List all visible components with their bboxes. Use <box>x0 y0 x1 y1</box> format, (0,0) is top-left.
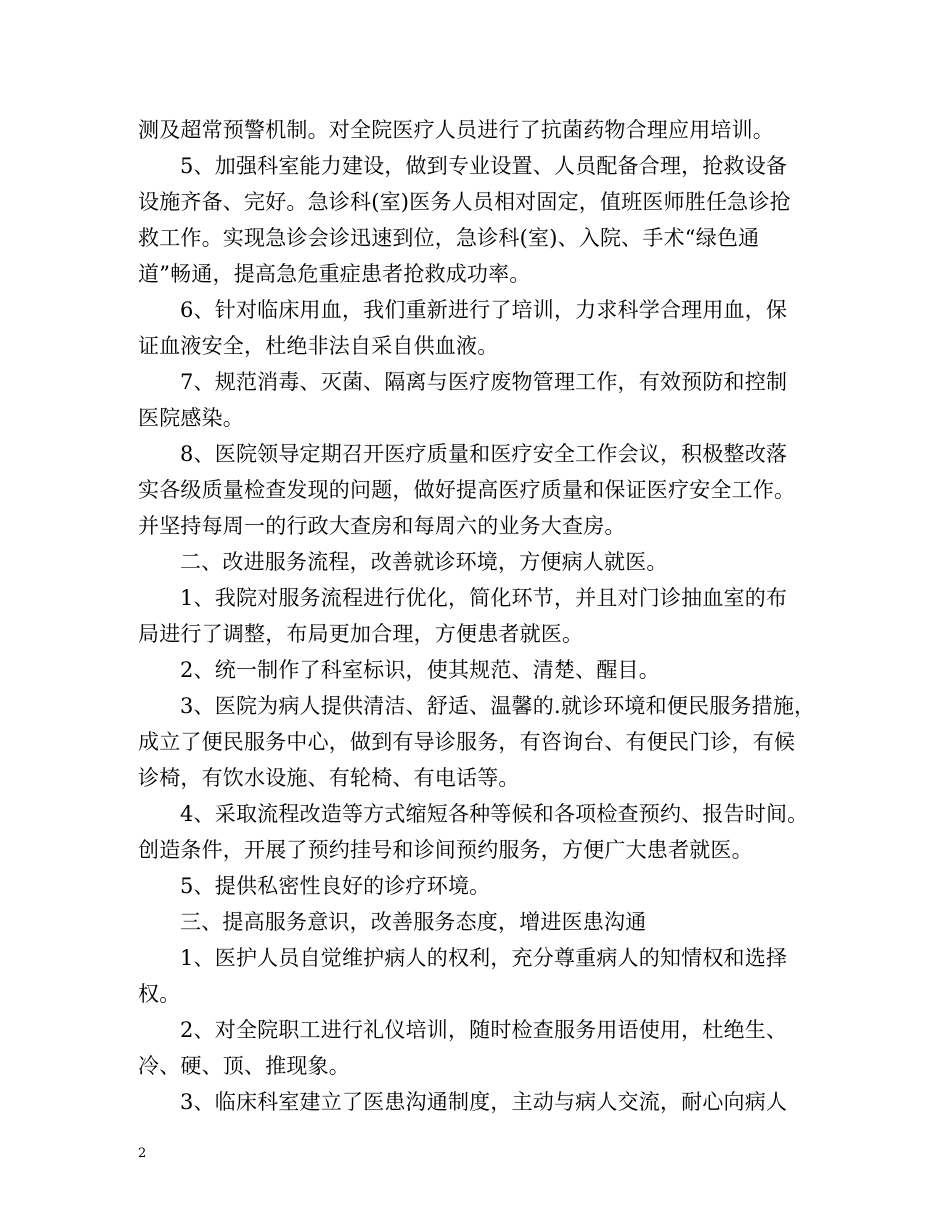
text-line: 成立了便民服务中心，做到有导诊服务，有咨询台、有便民门诊，有候 <box>138 730 796 754</box>
section-heading: 三、提高服务意识，改善服务态度，增进医患沟通 <box>180 910 647 934</box>
text-line: 3、医院为病人提供清洁、舒适、温馨的.就诊环境和便民服务措施， <box>180 694 816 718</box>
text-line: 局进行了调整，布局更加合理，方便患者就医。 <box>138 622 584 646</box>
text-line: 7、规范消毒、灭菌、隔离与医疗废物管理工作，有效预防和控制 <box>180 370 788 394</box>
text-line: 1、我院对服务流程进行优化，简化环节，并且对门诊抽血室的布 <box>180 586 788 610</box>
text-line: 道”畅通，提高急危重症患者抢救成功率。 <box>138 262 531 286</box>
text-line: 1、医护人员自觉维护病人的权利，充分尊重病人的知情权和选择 <box>180 946 788 970</box>
text-line: 证血液安全，杜绝非法自采自供血液。 <box>138 334 499 358</box>
text-line: 救工作。实现急诊会诊迅速到位，急诊科(室)、入院、手术“绿色通 <box>138 226 760 250</box>
text-line: 医院感染。 <box>138 406 244 430</box>
text-line: 3、临床科室建立了医患沟通制度，主动与病人交流，耐心向病人 <box>180 1090 788 1114</box>
text-line: 8、医院领导定期召开医疗质量和医疗安全工作会议，积极整改落 <box>180 442 788 466</box>
page-number: 2 <box>138 1146 147 1161</box>
text-line: 并坚持每周一的行政大查房和每周六的业务大查房。 <box>138 514 626 538</box>
text-line: 实各级质量检查发现的问题，做好提高医疗质量和保证医疗安全工作。 <box>138 478 796 502</box>
text-line: 6、针对临床用血，我们重新进行了培训，力求科学合理用血，保 <box>180 298 788 322</box>
text-line: 5、提供私密性良好的诊疗环境。 <box>180 874 491 898</box>
text-line: 2、统一制作了科室标识，使其规范、清楚、醒目。 <box>180 658 660 682</box>
text-line: 4、采取流程改造等方式缩短各种等候和各项检查预约、报告时间。 <box>180 802 809 826</box>
text-line: 设施齐备、完好。急诊科(室)医务人员相对固定，值班医师胜任急诊抢 <box>138 190 791 214</box>
text-line: 创造条件，开展了预约挂号和诊间预约服务，方便广大患者就医。 <box>138 838 753 862</box>
text-line: 测及超常预警机制。对全院医疗人员进行了抗菌药物合理应用培训。 <box>138 118 774 142</box>
text-line: 2、对全院职工进行礼仪培训，随时检查服务用语使用，杜绝生、 <box>180 1018 788 1042</box>
text-line: 冷、硬、顶、推现象。 <box>138 1054 350 1078</box>
text-line: 诊椅，有饮水设施、有轮椅、有电话等。 <box>138 766 520 790</box>
text-line: 5、加强科室能力建设，做到专业设置、人员配备合理，抢救设备 <box>180 154 788 178</box>
section-heading: 二、改进服务流程，改善就诊环境，方便病人就医。 <box>180 550 668 574</box>
text-line: 权。 <box>138 982 181 1006</box>
